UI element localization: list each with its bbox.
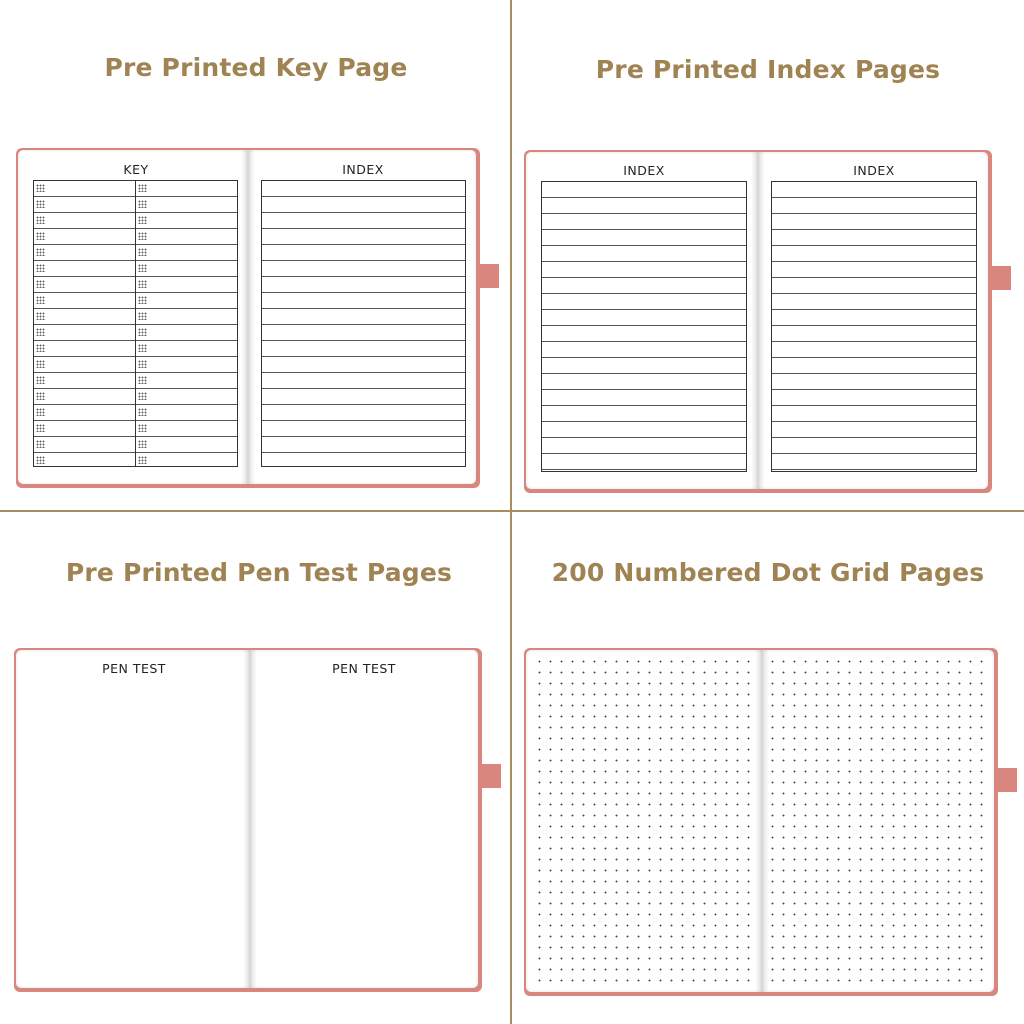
index-page-title-right: INDEX <box>853 163 895 178</box>
key-dot-marker <box>36 312 45 320</box>
heading-pen-test-pages: Pre Printed Pen Test Pages <box>65 558 453 587</box>
key-dot-marker <box>36 200 45 208</box>
bookmark-ribbon <box>481 764 501 788</box>
key-dot-marker <box>36 248 45 256</box>
vertical-divider <box>510 0 512 1024</box>
bookmark-ribbon <box>997 768 1017 792</box>
key-dot-marker <box>138 280 147 288</box>
bookmark-ribbon <box>991 266 1011 290</box>
notebook-key-page <box>16 148 480 488</box>
key-page-title: KEY <box>123 162 149 177</box>
index-page-title: INDEX <box>342 162 384 177</box>
key-dot-marker <box>138 424 147 432</box>
key-dot-marker <box>36 216 45 224</box>
key-dot-marker <box>138 408 147 416</box>
heading-key-page: Pre Printed Key Page <box>104 53 408 82</box>
key-dot-marker <box>36 280 45 288</box>
key-dot-marker <box>36 344 45 352</box>
key-dot-marker <box>138 248 147 256</box>
key-dot-marker <box>36 456 45 464</box>
key-dot-marker <box>138 360 147 368</box>
index-table <box>261 180 466 467</box>
index-page-title-left: INDEX <box>623 163 665 178</box>
key-dot-marker <box>36 232 45 240</box>
page-gutter <box>243 650 257 988</box>
key-dot-marker <box>138 312 147 320</box>
notebook-index-pages <box>524 150 992 493</box>
key-column-divider <box>135 180 136 467</box>
key-dot-marker <box>138 392 147 400</box>
key-dot-marker <box>36 376 45 384</box>
key-dot-marker <box>36 440 45 448</box>
key-dot-marker <box>36 296 45 304</box>
bookmark-ribbon <box>479 264 499 288</box>
page-gutter <box>241 150 255 484</box>
key-dot-marker <box>36 408 45 416</box>
notebook-pen-test-pages <box>14 648 482 992</box>
key-dot-marker <box>138 296 147 304</box>
key-dot-marker <box>138 232 147 240</box>
right-page <box>250 650 478 988</box>
key-dot-marker <box>138 200 147 208</box>
pen-test-title-left: PEN TEST <box>102 661 166 676</box>
key-dot-marker <box>138 376 147 384</box>
key-dot-marker <box>36 360 45 368</box>
page-gutter <box>751 152 765 489</box>
key-dot-marker <box>138 328 147 336</box>
key-dot-marker <box>138 344 147 352</box>
key-dot-marker <box>36 424 45 432</box>
dot-grid-right <box>767 656 989 986</box>
notebook-dot-grid-pages <box>524 648 998 996</box>
heading-index-pages: Pre Printed Index Pages <box>595 55 941 84</box>
key-dot-marker <box>138 216 147 224</box>
dot-grid-left <box>534 656 756 986</box>
key-dot-marker <box>138 184 147 192</box>
key-dot-marker <box>36 328 45 336</box>
key-dot-marker <box>36 392 45 400</box>
index-table-left <box>541 181 747 472</box>
key-dot-marker <box>36 184 45 192</box>
index-table-right <box>771 181 977 472</box>
left-page <box>16 650 250 988</box>
pen-test-title-right: PEN TEST <box>332 661 396 676</box>
key-dot-marker <box>138 440 147 448</box>
horizontal-divider <box>0 510 1024 512</box>
key-dot-marker <box>138 264 147 272</box>
key-dot-marker <box>36 264 45 272</box>
key-dot-marker <box>138 456 147 464</box>
heading-dot-grid-pages: 200 Numbered Dot Grid Pages <box>551 558 985 587</box>
